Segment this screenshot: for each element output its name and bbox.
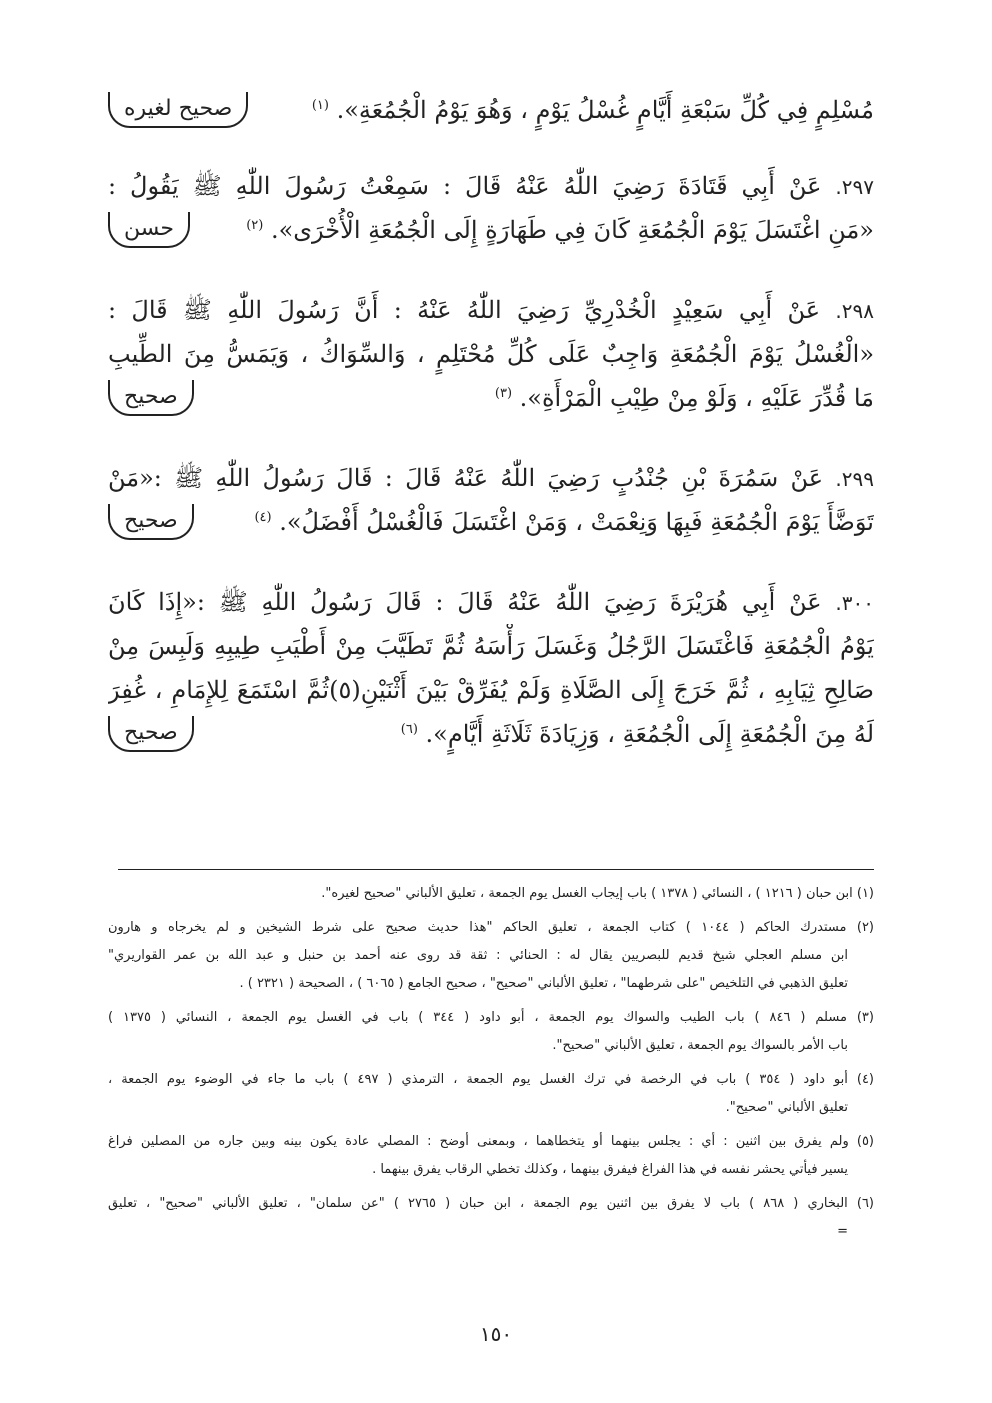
footnote-continuation-mark: = [837, 1224, 848, 1239]
hadith-line [108, 668, 874, 712]
footnote [108, 1128, 874, 1184]
footnote-line: تعليق الألباني "صحيح". [725, 1100, 848, 1115]
hadith-paragraph [108, 456, 874, 544]
footnote [108, 914, 874, 998]
footnote-line: (١) ابن حبان ( ١٢١٦ ) ، النسائي ( ١٣٧٨ ) باب إيجاب الغسل يوم الجمعة ، تعليق الألباني "صحيح لغيره". [321, 886, 874, 901]
footnotes-section [108, 880, 874, 1252]
grade-label: صحيح [108, 504, 194, 540]
hadith-line [108, 580, 874, 624]
footnote-line: (٦) البخاري ( ٨٦٨ ) باب لا يفرق بين اثنين يوم الجمعة ، ابن حبان ( ٢٧٦٥ ) "عن سلمان" ، تعليق الألباني "صحيح" ، تعليق [108, 1196, 874, 1211]
hadith-line [108, 376, 874, 420]
footnote-line: (٣) مسلم ( ٨٤٦ ) باب الطيب والسواك يوم الجمعة ، أبو داود ( ٣٤٤ ) باب في الغسل يوم الجمعة ، النسائي ( ١٣٧٥ ) [108, 1010, 874, 1025]
footnote-line: (٥) ولم يفرق بين اثنين : أي : يجلس بينهما أو يتخطاهما ، وبمعنى أوضح : المصلي عادة يكون بينه وبين جاره من المصلين فراغ [108, 1134, 874, 1149]
footnote [108, 880, 874, 908]
hadith-paragraph [108, 288, 874, 420]
footnote-line: باب الأمر بالسواك يوم الجمعة ، تعليق الألباني "صحيح". [552, 1038, 848, 1053]
hadith-line [108, 88, 874, 132]
hadith-line [108, 456, 874, 500]
hadith-paragraph [108, 164, 874, 252]
hadith-text: عَنْ أَبِي قَتَادَةَ رَضِيَ اللّٰهُ عَنْهُ قَالَ : سَمِعْتُ رَسُولَ اللّٰهِ ﷺ يَقُولُ : [108, 172, 822, 200]
footnote [108, 1004, 874, 1060]
hadith-text: «مَنِ اغْتَسَلَ يَوْمَ الْجُمُعَةِ كَانَ فِي طَهَارَةٍ إِلَى الْجُمُعَةِ الْأُخْرَى». [263, 216, 874, 244]
grade-label: صحيح [108, 380, 194, 416]
hadith-paragraph [108, 580, 874, 756]
hadith-text: لَهُ مِنَ الْجُمُعَةِ إِلَى الْجُمُعَةِ ، وَزِيَادَةَ ثَلَاثَةِ أَيَّامٍ». [417, 720, 874, 748]
footnote-ref[interactable]: (٣) [494, 386, 513, 401]
hadith-text: عَنْ أَبِي هُرَيْرَةَ رَضِيَ اللّٰهُ عَنْهُ قَالَ : قَالَ رَسُولُ اللّٰهِ ﷺ :«إِذَا كَانَ [108, 588, 822, 616]
hadith-number: ٢٩٩. [835, 467, 874, 491]
footnote-ref[interactable]: (٦) [400, 722, 418, 737]
page-number: ١٥٠ [479, 1322, 513, 1346]
hadith-number: ٢٩٨. [835, 299, 874, 323]
hadith-line [108, 500, 874, 544]
footnote-ref[interactable]: (١) [311, 98, 329, 113]
hadith-text: تَوَضَّأَ يَوْمَ الْجُمُعَةِ فَبِهَا وَنِعْمَتْ ، وَمَنْ اغْتَسَلَ فَالْغُسْلُ أَفْضَلُ». [271, 508, 874, 536]
footnote-line: (٤) أبو داود ( ٣٥٤ ) باب في الرخصة في ترك الغسل يوم الجمعة ، الترمذي ( ٤٩٧ ) باب ما جاء في الوضوء يوم الجمعة ، [108, 1072, 874, 1087]
hadith-paragraph [108, 88, 874, 132]
hadith-text: مَا قُدِّرَ عَلَيْهِ ، وَلَوْ مِنْ طِيْبِ الْمَرْأَةِ». [512, 384, 874, 412]
hadith-text: «الْغُسْلُ يَوْمَ الْجُمُعَةِ وَاجِبٌ عَلَى كُلِّ مُحْتَلِمٍ ، وَالسِّوَاكُ ، وَيَمَسُّ مِنَ الطِّيبِ [108, 340, 874, 368]
grade-label: حسن [108, 212, 190, 248]
hadith-number: ٣٠٠. [835, 591, 874, 615]
footnote [108, 1190, 874, 1246]
hadith-line [108, 288, 874, 332]
footnote-divider [118, 869, 874, 870]
hadith-line [108, 208, 874, 252]
hadith-text: صَالِحِ ثِيَابِهِ ، ثُمَّ خَرَجَ إِلَى الصَّلَاةِ وَلَمْ يُفَرِّقْ بَيْنَ أَثْنَيْنِ(٥)ثُمَّ اسْتَمَعَ لِلإِمَامِ ، غُفِرَ [108, 676, 874, 704]
hadith-line [108, 332, 874, 376]
footnote-ref[interactable]: (٤) [254, 510, 272, 525]
footnote-line: تعليق الذهبي في التلخيص "على شرطهما" ، تعليق الألباني "صحيح" ، صحيح الجامع ( ٦٠٦٥ ) ، الصحيحة ( ٢٣٢١ ) . [239, 976, 848, 991]
footnote-line: (٢) مستدرك الحاكم ( ١٠٤٤ ) كتاب الجمعة ، تعليق الحاكم "هذا حديث صحيح على شرط الشيخين و لم يخرجاه و هارون [108, 920, 874, 935]
footnote-ref[interactable]: (٢) [246, 218, 264, 233]
hadith-text: يَوْمُ الْجُمُعَةِ فَاغْتَسَلَ الرَّجُلُ وَغَسَلَ رَأْسَهُ ثُمَّ تَطَيَّبَ مِنْ أَطْيَبِ طِيبِهِ وَلَبِسَ مِنْ [108, 632, 874, 660]
hadith-text: عَنْ سَمُرَةَ بْنِ جُنْدُبٍ رَضِيَ اللّٰهُ عَنْهُ قَالَ : قَالَ رَسُولُ اللّٰهِ ﷺ :«مَنْ [108, 464, 824, 492]
hadith-line [108, 712, 874, 756]
grade-label: صحيح [108, 716, 194, 752]
footnote-line: ابن مسلم العجلي شيخ قديم للبصريين يقال له : الحنائي : ثقة قد روى عنه أحمد بن حنبل و عبد الله بن عمر القواريري" [108, 948, 848, 963]
hadith-text: مُسْلِمٍ فِي كُلِّ سَبْعَةِ أَيَّامٍ غُسْلُ يَوْمٍ ، وَهُوَ يَوْمُ الْجُمُعَةِ». [328, 96, 874, 124]
grade-label: صحيح لغيره [108, 92, 248, 128]
footnote-line: يسير فيأتي يحشر نفسه في هذا الفراغ فيفرق بينهما ، وكذلك تخطي الرقاب يفرق بينهما . [372, 1162, 848, 1177]
hadith-line [108, 164, 874, 208]
main-text [108, 88, 874, 792]
hadith-text: عَنْ أَبِي سَعِيْدٍ الْخُدْرِيِّ رَضِيَ اللّٰهُ عَنْهُ : أَنَّ رَسُولَ اللّٰهِ ﷺ قَالَ : [108, 296, 821, 324]
hadith-number: ٢٩٧. [835, 175, 874, 199]
hadith-line [108, 624, 874, 668]
footnote [108, 1066, 874, 1122]
